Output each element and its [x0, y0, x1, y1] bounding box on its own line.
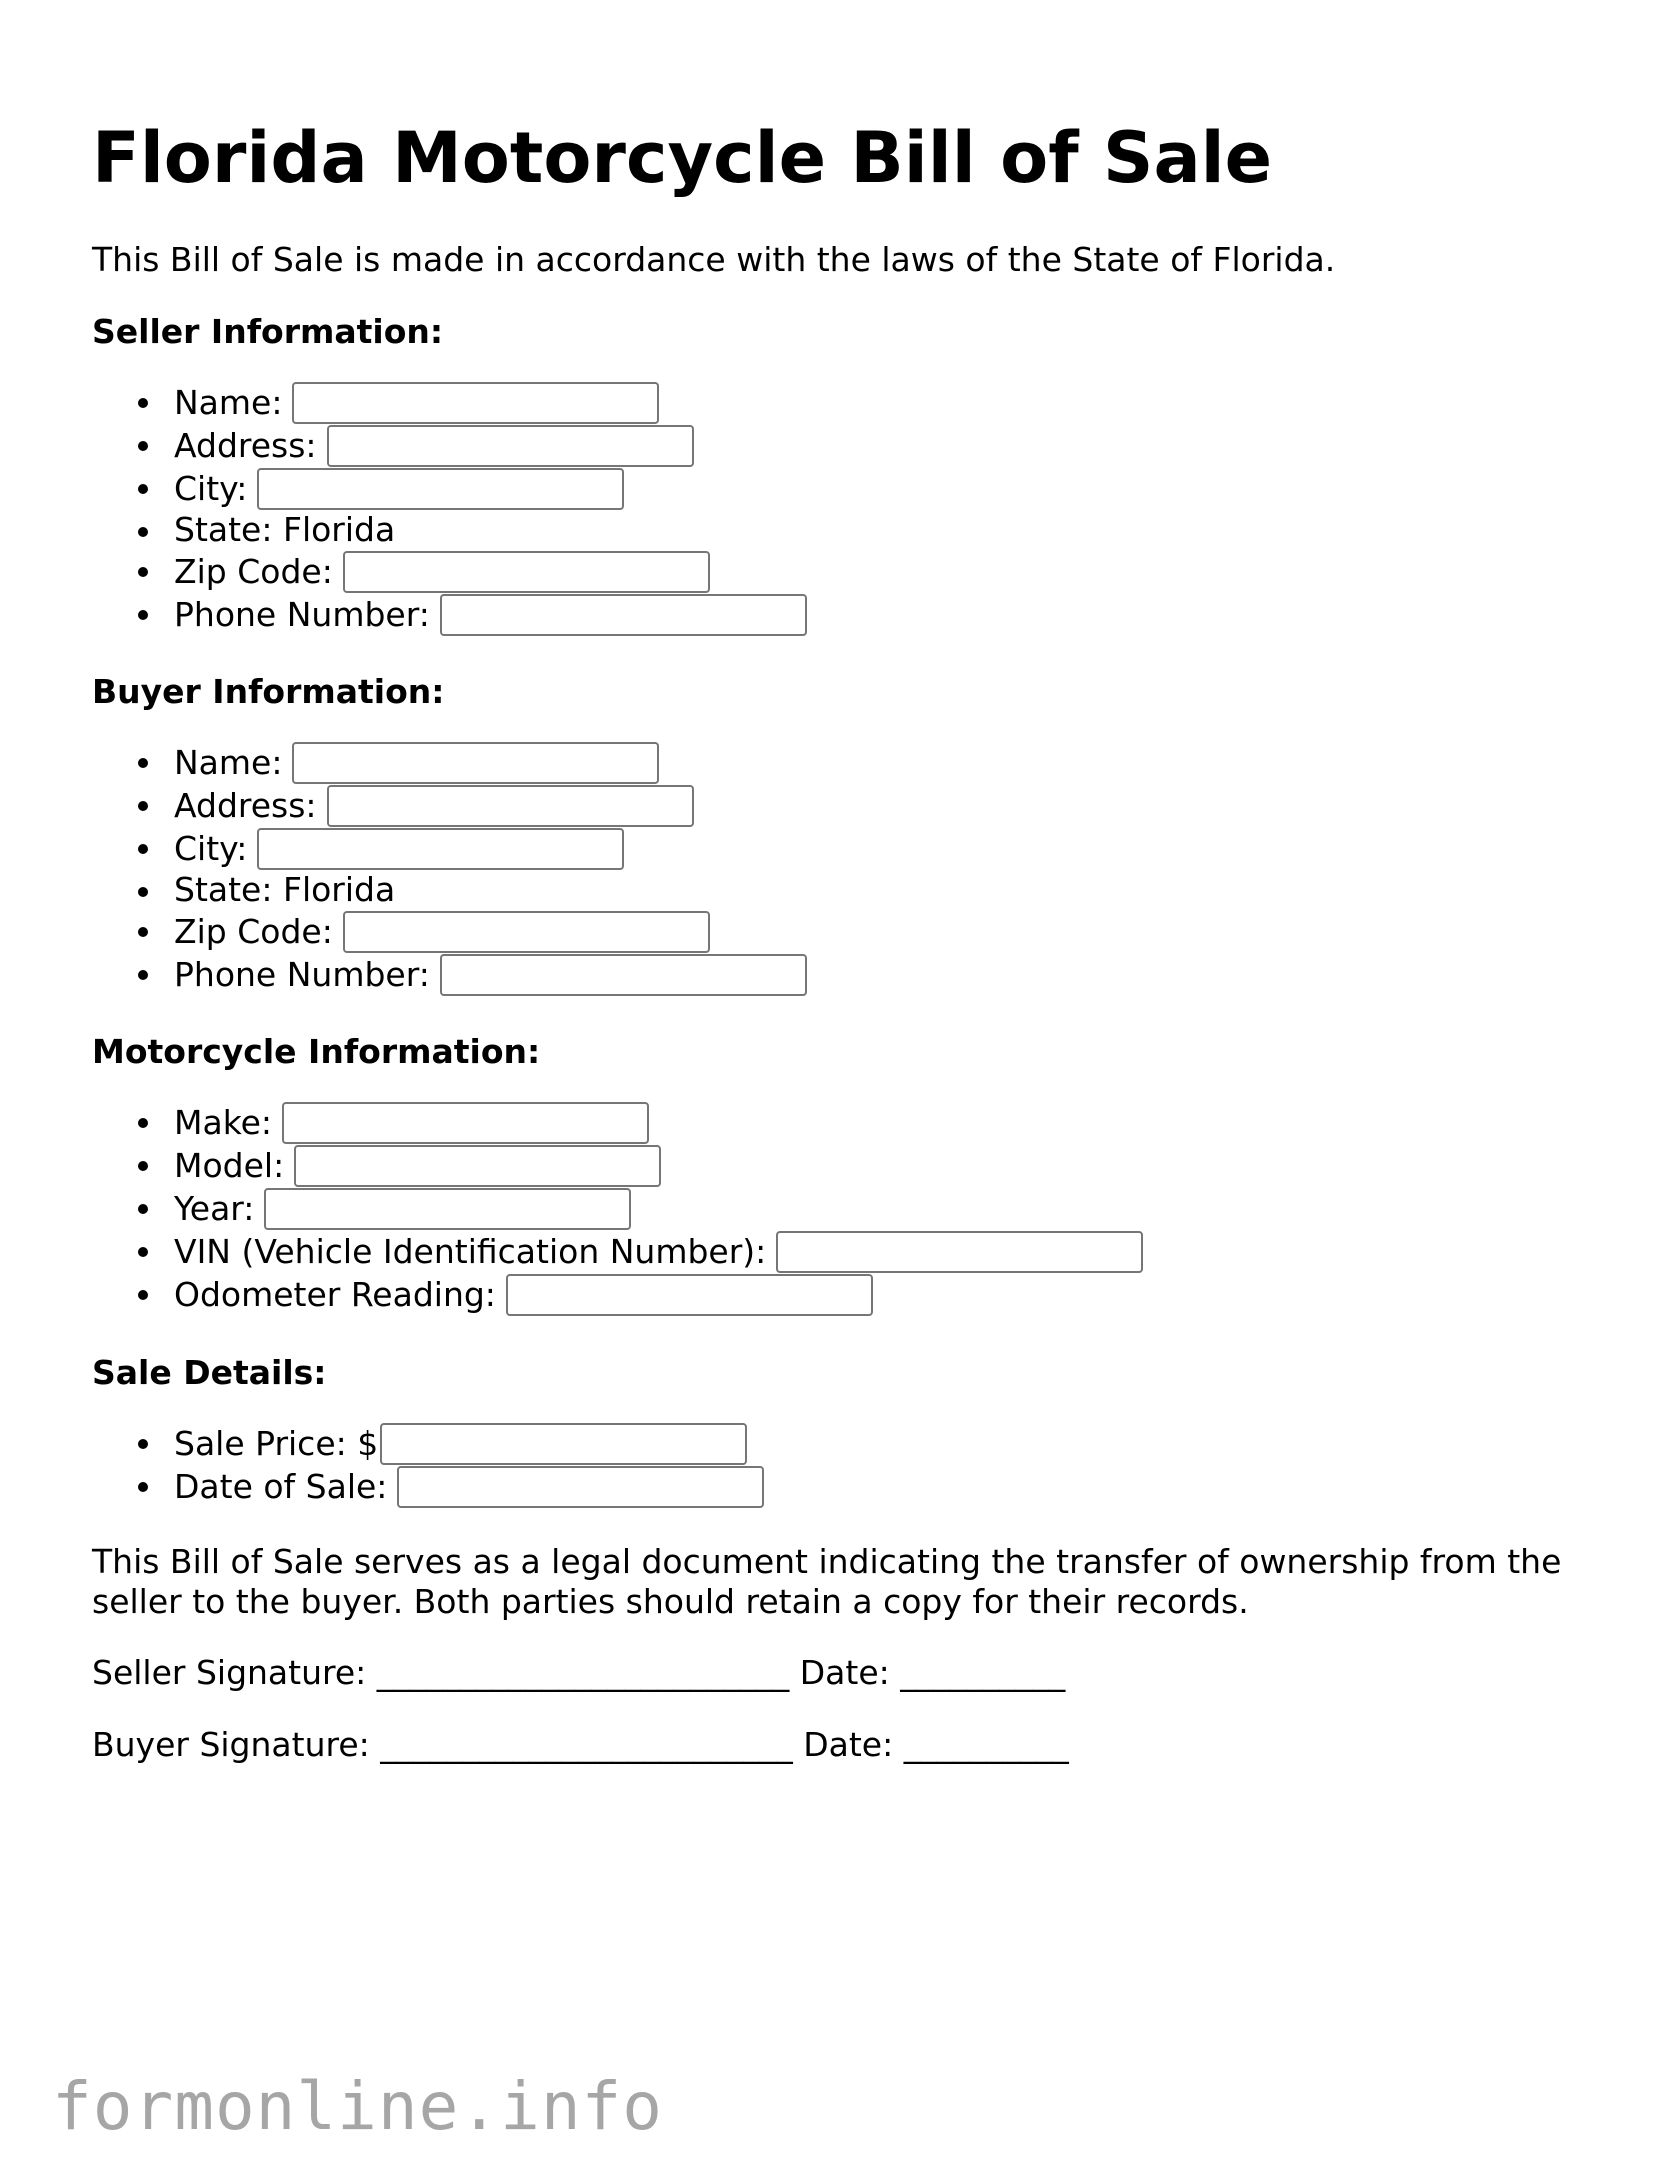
sale-price-item: [92, 1422, 764, 1465]
motorcycle-vin-item: [92, 1230, 1143, 1273]
motorcycle-fields: [92, 1101, 1143, 1316]
motorcycle-model-label: Model:: [174, 1145, 285, 1185]
buyer-fields: [92, 741, 807, 996]
sale-price-input[interactable]: [380, 1423, 747, 1465]
bullet-icon: [138, 758, 148, 768]
buyer-phone-input[interactable]: [440, 954, 807, 996]
intro-text: This Bill of Sale is made in accordance with the laws of the State of Florida.: [92, 240, 1336, 279]
bullet-icon: [138, 1482, 148, 1492]
seller-address-item: [92, 424, 807, 467]
buyer-city-label: City:: [174, 828, 248, 868]
bullet-icon: [138, 844, 148, 854]
buyer-name-label: Name:: [174, 742, 283, 782]
bullet-icon: [138, 484, 148, 494]
motorcycle-heading: Motorcycle Information:: [92, 1032, 541, 1071]
motorcycle-year-input[interactable]: [264, 1188, 631, 1230]
buyer-city-input[interactable]: [257, 828, 624, 870]
bullet-icon: [138, 398, 148, 408]
motorcycle-model-input[interactable]: [294, 1145, 661, 1187]
buyer-zip-label: Zip Code:: [174, 911, 333, 951]
seller-zip-item: [92, 550, 807, 593]
bullet-icon: [138, 970, 148, 980]
buyer-heading: Buyer Information:: [92, 672, 445, 711]
bullet-icon: [138, 887, 148, 897]
motorcycle-year-item: [92, 1187, 1143, 1230]
bullet-icon: [138, 1439, 148, 1449]
motorcycle-make-label: Make:: [174, 1102, 273, 1142]
buyer-address-label: Address:: [174, 785, 317, 825]
seller-address-input[interactable]: [327, 425, 694, 467]
buyer-city-item: [92, 827, 807, 870]
seller-name-item: [92, 381, 807, 424]
bullet-icon: [138, 441, 148, 451]
seller-signature-line: Seller Signature: _________________________ Date: __________: [92, 1653, 1066, 1692]
seller-zip-input[interactable]: [343, 551, 710, 593]
bullet-icon: [138, 1290, 148, 1300]
motorcycle-make-input[interactable]: [282, 1102, 649, 1144]
bullet-icon: [138, 1204, 148, 1214]
seller-address-label: Address:: [174, 425, 317, 465]
seller-city-label: City:: [174, 468, 248, 508]
bullet-icon: [138, 801, 148, 811]
motorcycle-make-item: [92, 1101, 1143, 1144]
document-title: Florida Motorcycle Bill of Sale: [92, 117, 1273, 199]
buyer-zip-item: [92, 910, 807, 953]
sale-date-item: [92, 1465, 764, 1508]
buyer-phone-label: Phone Number:: [174, 954, 430, 994]
bullet-icon: [138, 927, 148, 937]
sale-date-input[interactable]: [397, 1466, 764, 1508]
seller-name-input[interactable]: [292, 382, 659, 424]
seller-phone-label: Phone Number:: [174, 594, 430, 634]
seller-name-label: Name:: [174, 382, 283, 422]
sale-date-label: Date of Sale:: [174, 1466, 388, 1506]
sale-fields: [92, 1422, 764, 1508]
motorcycle-year-label: Year:: [174, 1188, 255, 1228]
seller-city-item: [92, 467, 807, 510]
seller-heading: Seller Information:: [92, 312, 444, 351]
buyer-state-item: [92, 870, 807, 910]
bullet-icon: [138, 610, 148, 620]
buyer-zip-input[interactable]: [343, 911, 710, 953]
bullet-icon: [138, 1118, 148, 1128]
seller-state-item: [92, 510, 807, 550]
buyer-name-item: [92, 741, 807, 784]
buyer-signature-line: Buyer Signature: _________________________ Date: __________: [92, 1725, 1069, 1764]
buyer-phone-item: [92, 953, 807, 996]
motorcycle-vin-label: VIN (Vehicle Identification Number):: [174, 1231, 767, 1271]
motorcycle-odometer-item: [92, 1273, 1143, 1316]
bill-of-sale-document: [92, 112, 1592, 1764]
bullet-icon: [138, 527, 148, 537]
motorcycle-odometer-label: Odometer Reading:: [174, 1274, 496, 1314]
bullet-icon: [138, 567, 148, 577]
seller-city-input[interactable]: [257, 468, 624, 510]
bullet-icon: [138, 1161, 148, 1171]
bullet-icon: [138, 1247, 148, 1257]
motorcycle-model-item: [92, 1144, 1143, 1187]
seller-phone-input[interactable]: [440, 594, 807, 636]
motorcycle-vin-input[interactable]: [776, 1231, 1143, 1273]
buyer-address-item: [92, 784, 807, 827]
seller-state-text: State: Florida: [174, 510, 396, 549]
motorcycle-odometer-input[interactable]: [506, 1274, 873, 1316]
buyer-state-text: State: Florida: [174, 870, 396, 909]
buyer-name-input[interactable]: [292, 742, 659, 784]
seller-zip-label: Zip Code:: [174, 551, 333, 591]
watermark-text: formonline.info: [52, 2068, 664, 2145]
sale-heading: Sale Details:: [92, 1353, 327, 1392]
closing-paragraph: This Bill of Sale serves as a legal document indicating the transfer of ownership from the seller to the buyer. Both parties should retain a copy for their records.: [92, 1542, 1562, 1621]
seller-fields: [92, 381, 807, 636]
sale-price-label: Sale Price: $: [174, 1423, 379, 1463]
seller-phone-item: [92, 593, 807, 636]
buyer-address-input[interactable]: [327, 785, 694, 827]
